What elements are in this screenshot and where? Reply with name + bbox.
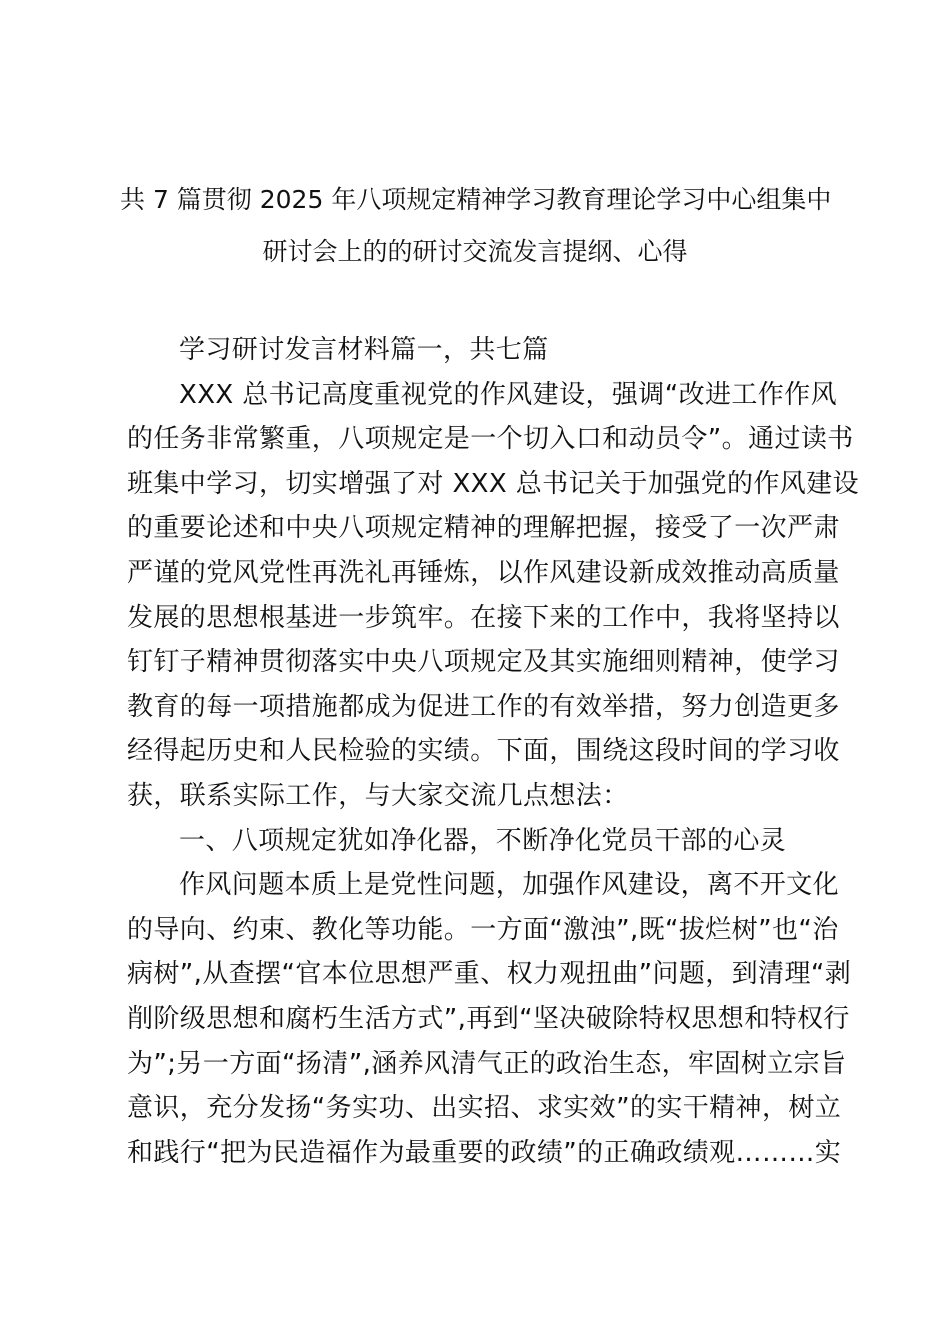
paragraph-line: 班集中学习，切实增强了对 XXX 总书记关于加强党的作风建设 bbox=[127, 468, 859, 499]
paragraph-line: 的任务非常繁重，八项规定是一个切入口和动员令”。通过读书 bbox=[127, 424, 854, 455]
paragraph-line: 严谨的党风党性再洗礼再锤炼，以作风建设新成效推动高质量 bbox=[127, 557, 840, 588]
section-heading: 学习研讨发言材料篇一，共七篇 bbox=[179, 335, 549, 365]
paragraph-line: 教育的每一项措施都成为促进工作的有效举措，努力创造更多 bbox=[127, 691, 840, 722]
paragraph-line: XXX 总书记高度重视党的作风建设，强调“改进工作作风 bbox=[179, 379, 837, 410]
paragraph-line: 意识，充分发扬“务实功、出实招、求实效”的实干精神，树立 bbox=[127, 1093, 842, 1124]
paragraph-line: 和践行“把为民造福作为最重要的政绩”的正确政绩观………实 bbox=[127, 1137, 842, 1168]
document-title-line-1: 共 7 篇贯彻 2025 年八项规定精神学习教育理论学习中心组集中 bbox=[120, 185, 832, 214]
paragraph-line: 的重要论述和中央八项规定精神的理解把握，接受了一次严肃 bbox=[127, 513, 840, 544]
subsection-heading: 一、八项规定犹如净化器，不断净化党员干部的心灵 bbox=[179, 825, 787, 856]
document-title-line-2: 研讨会上的的研讨交流发言提纲、心得 bbox=[262, 237, 688, 266]
paragraph-line: 经得起历史和人民检验的实绩。下面，围绕这段时间的学习收 bbox=[127, 736, 840, 767]
paragraph-line: 获，联系实际工作，与大家交流几点想法： bbox=[127, 780, 629, 811]
paragraph-line: 发展的思想根基进一步筑牢。在接下来的工作中，我将坚持以 bbox=[127, 602, 840, 633]
paragraph-line: 病树”,从查摆“官本位思想严重、权力观扭曲”问题，到清理“剥 bbox=[127, 959, 852, 990]
paragraph-line: 的导向、约束、教化等功能。一方面“激浊”,既“拔烂树”也“治 bbox=[127, 914, 839, 945]
paragraph-line: 作风问题本质上是党性问题，加强作风建设，离不开文化 bbox=[179, 870, 840, 901]
paragraph-line: 削阶级思想和腐朽生活方式”,再到“坚决破除特权思想和特权行 bbox=[127, 1003, 850, 1034]
paragraph-line: 为”;另一方面“扬清”,涵养风清气正的政治生态，牢固树立宗旨 bbox=[127, 1048, 847, 1079]
document-body bbox=[127, 328, 859, 1175]
paragraph-line: 钉钉子精神贯彻落实中央八项规定及其实施细则精神，使学习 bbox=[127, 647, 840, 678]
